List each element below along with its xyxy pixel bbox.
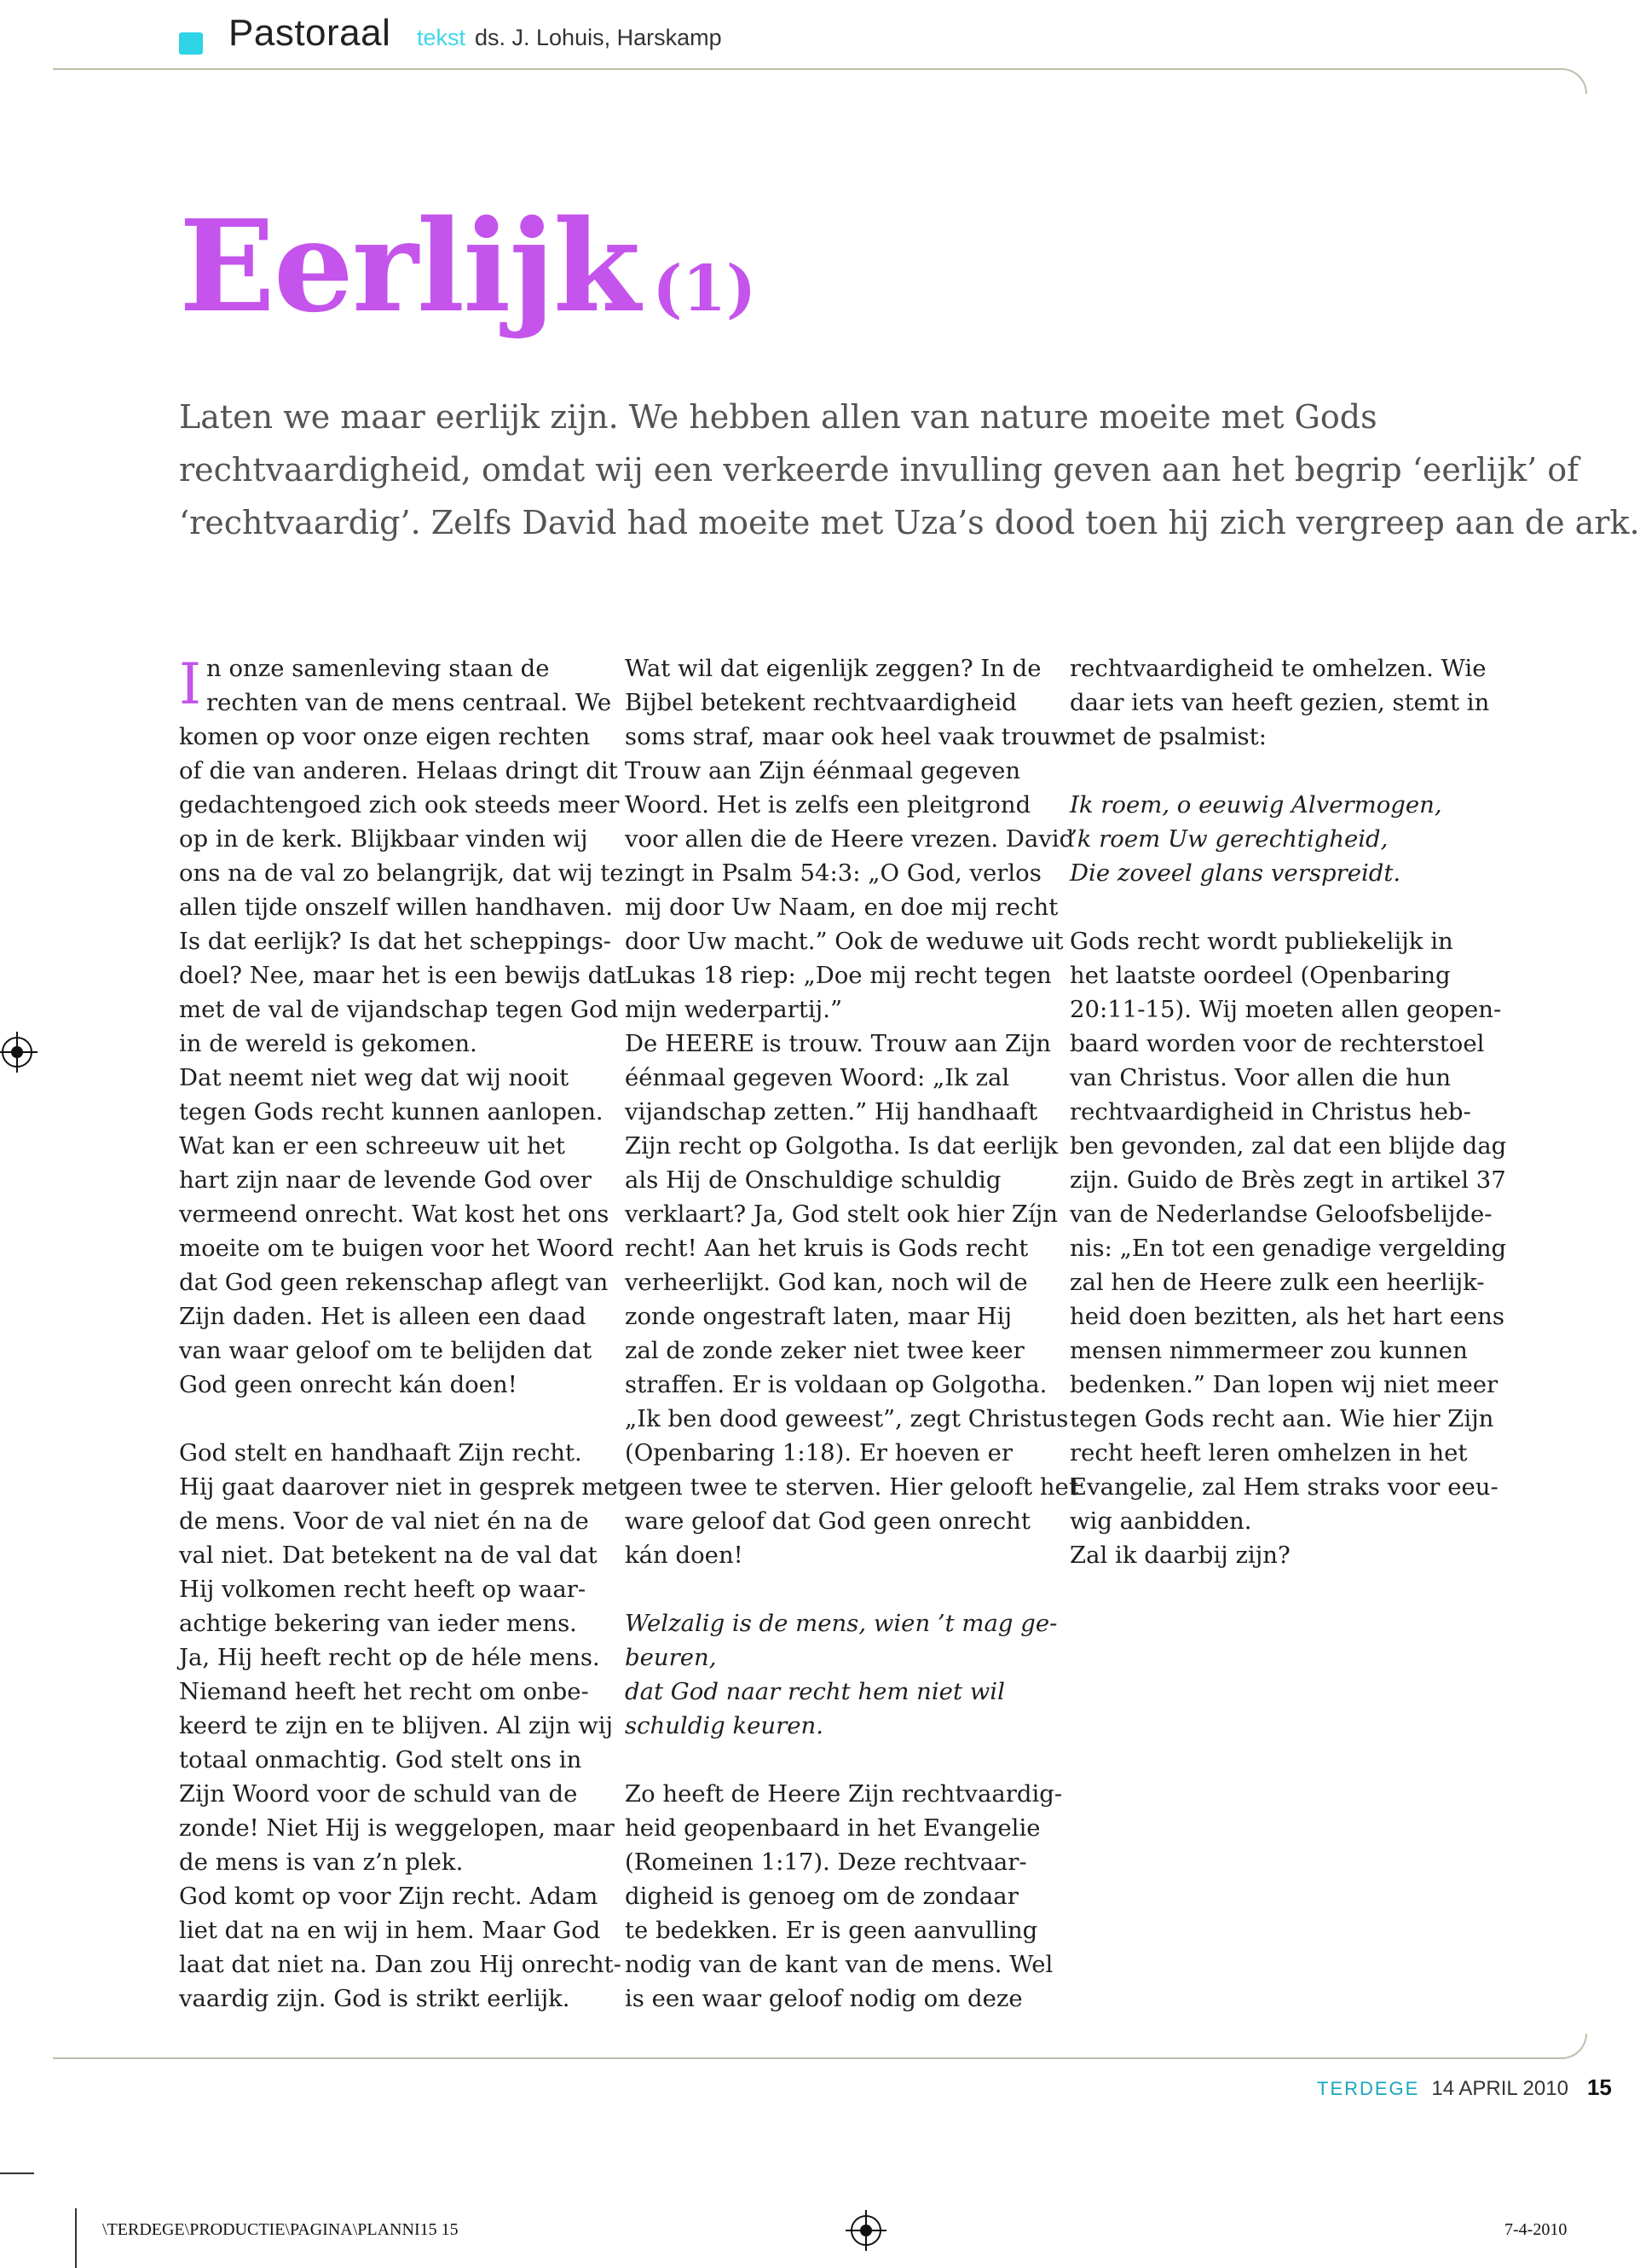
magazine-name: TERDEGE (1317, 2078, 1420, 2099)
body-line: heid geopenbaard in het Evangelie (625, 1814, 1041, 1842)
body-line: tegen Gods recht kunnen aanlopen. (179, 1098, 603, 1125)
body-line: is een waar geloof nodig om deze (625, 1985, 1023, 2012)
body-line: Wat wil dat eigenlijk zeggen? In de (625, 655, 1042, 682)
body-line: hart zijn naar de levende God over (179, 1166, 592, 1194)
psalm-quote-line: Welzalig is de mens, wien ’t mag ge- (625, 1610, 1058, 1637)
body-line: (Openbaring 1:18). Er hoeven er (625, 1439, 1013, 1467)
body-column-1 (179, 651, 627, 2016)
body-line: geen twee te sterven. Hier gelooft het (625, 1473, 1078, 1501)
footer-rule-corner (1519, 2034, 1587, 2059)
body-line: liet dat na en wij in hem. Maar God (179, 1917, 601, 1944)
body-line: vijandschap zetten.” Hij handhaaft (625, 1098, 1038, 1125)
body-line: Trouw aan Zijn éénmaal gegeven (625, 757, 1021, 784)
body-line: te bedekken. Er is geen aanvulling (625, 1917, 1038, 1944)
body-line: vermeend onrecht. Wat kost het ons (179, 1201, 609, 1228)
body-line: Zijn recht op Golgotha. Is dat eerlijk (625, 1132, 1059, 1160)
body-line: zijn. Guido de Brès zegt in artikel 37 (1070, 1166, 1506, 1194)
body-line: of die van anderen. Helaas dringt dit (179, 757, 618, 784)
body-line: zingt in Psalm 54:3: „O God, verlos (625, 859, 1042, 887)
body-line: heid doen bezitten, als het hart eens (1070, 1303, 1504, 1330)
psalm-quote-line: dat God naar recht hem niet wil (625, 1678, 1005, 1705)
body-line: door Uw macht.” Ook de weduwe uit (625, 928, 1064, 955)
body-line: zal de zonde zeker niet twee keer (625, 1337, 1025, 1364)
body-line: achtige bekering van ieder mens. (179, 1610, 577, 1637)
body-line: De HEERE is trouw. Trouw aan Zijn (625, 1030, 1052, 1057)
body-line: baard worden voor de rechterstoel (1070, 1030, 1485, 1057)
lead-line: rechtvaardigheid, omdat wij een verkeerde invulling geven aan het begrip ‘eerlijk’ of (179, 451, 1579, 489)
body-line: komen op voor onze eigen rechten (179, 723, 591, 750)
body-line: val niet. Dat betekent na de val dat (179, 1542, 598, 1569)
body-line: gedachtengoed zich ook steeds meer (179, 791, 620, 819)
body-line: van de Nederlandse Geloofsbelijde- (1070, 1201, 1493, 1228)
body-line: éénmaal gegeven Woord: „Ik zal (625, 1064, 1010, 1091)
body-line: op in de kerk. Blijkbaar vinden wij (179, 825, 588, 853)
body-line: Zijn Woord voor de schuld van de (179, 1780, 578, 1808)
body-line: Zijn daden. Het is alleen een daad (179, 1303, 586, 1330)
registration-mark-icon (851, 2215, 881, 2246)
body-line: nis: „En tot een genadige vergelding (1070, 1235, 1507, 1262)
drop-cap: I (179, 651, 202, 717)
body-line: Hij gaat daarover niet in gesprek met (179, 1473, 627, 1501)
body-line: recht! Aan het kruis is Gods recht (625, 1235, 1029, 1262)
body-line: ware geloof dat God geen onrecht (625, 1507, 1031, 1535)
psalm-quote-line: schuldig keuren. (625, 1712, 823, 1739)
header-rule-corner (1519, 68, 1587, 94)
body-line: van Christus. Voor allen die hun (1070, 1064, 1452, 1091)
body-line: verklaart? Ja, God stelt ook hier Zíjn (625, 1201, 1059, 1228)
body-line: dat God geen rekenschap aflegt van (179, 1269, 609, 1296)
lead-line: ‘rechtvaardig’. Zelfs David had moeite met Uza’s dood toen hij zich vergreep aan de ark. (179, 504, 1640, 541)
page-footer (1317, 2074, 1612, 2101)
body-line: God geen onrecht kán doen! (179, 1371, 517, 1398)
body-line: kán doen! (625, 1542, 743, 1569)
body-line: tegen Gods recht aan. Wie hier Zijn (1070, 1405, 1494, 1432)
body-line: soms straf, maar ook heel vaak trouw. (625, 723, 1077, 750)
body-line: straffen. Er is voldaan op Golgotha. (625, 1371, 1048, 1398)
body-line: de mens is van z’n plek. (179, 1849, 464, 1876)
paragraph-break (1070, 754, 1496, 788)
body-line: de mens. Voor de val niet én na de (179, 1507, 589, 1535)
body-line: zonde! Niet Hij is weggelopen, maar (179, 1814, 615, 1842)
body-line: doel? Nee, maar het is een bewijs dat (179, 962, 627, 989)
body-line: Dat neemt niet weg dat wij nooit (179, 1064, 569, 1091)
body-line: met de psalmist: (1070, 723, 1267, 750)
article-title-main: Eerlijk (179, 192, 639, 340)
crop-mark (75, 2208, 77, 2268)
body-line: recht heeft leren omhelzen in het (1070, 1439, 1468, 1467)
body-line: vaardig zijn. God is strikt eerlijk. (179, 1985, 570, 2012)
paragraph-break (1070, 890, 1496, 924)
author-name: ds. J. Lohuis, Harskamp (475, 25, 722, 50)
body-line: 20:11-15). Wij moeten allen geopen- (1070, 996, 1502, 1023)
psalm-quote-line: ’k roem Uw gerechtigheid, (1070, 825, 1389, 853)
body-line: nodig van de kant van de mens. Wel (625, 1951, 1054, 1978)
body-line: zal hen de Heere zulk een heerlijk- (1070, 1269, 1485, 1296)
body-line: God stelt en handhaaft Zijn recht. (179, 1439, 582, 1467)
psalm-quote-line: beuren, (625, 1644, 717, 1671)
body-line: God komt op voor Zijn recht. Adam (179, 1883, 598, 1910)
body-line: Gods recht wordt publiekelijk in (1070, 928, 1453, 955)
body-line: ben gevonden, zal dat een blijde dag (1070, 1132, 1507, 1160)
body-line: Zo heeft de Heere Zijn rechtvaardig- (625, 1780, 1063, 1808)
body-line: Zal ik daarbij zijn? (1070, 1542, 1291, 1569)
body-line: rechtvaardigheid in Christus heb- (1070, 1098, 1471, 1125)
body-line: digheid is genoeg om de zondaar (625, 1883, 1019, 1910)
body-line: in de wereld is gekomen. (179, 1030, 477, 1057)
paragraph-break (625, 1572, 1051, 1606)
body-line: wig aanbidden. (1070, 1507, 1252, 1535)
print-slug-date: 7-4-2010 (1504, 2220, 1568, 2239)
body-line: Is dat eerlijk? Is dat het scheppings- (179, 928, 611, 955)
body-line: voor allen die de Heere vrezen. David (625, 825, 1075, 853)
body-line: Hij volkomen recht heeft op waar- (179, 1576, 586, 1603)
body-line: moeite om te buigen voor het Woord (179, 1235, 615, 1262)
section-title: Pastoraal (228, 12, 391, 54)
crop-mark (0, 2173, 34, 2174)
footer-rule (53, 2057, 1562, 2059)
section-marker (179, 32, 203, 55)
body-line: keerd te zijn en te blijven. Al zijn wij (179, 1712, 614, 1739)
body-line: „Ik ben dood geweest”, zegt Christus (625, 1405, 1069, 1432)
body-line: Evangelie, zal Hem straks voor eeu- (1070, 1473, 1499, 1501)
body-line: verheerlijkt. God kan, noch wil de (625, 1269, 1028, 1296)
body-line: mijn wederpartij.” (625, 996, 843, 1023)
body-line: n onze samenleving staan de (206, 655, 550, 682)
body-line: ons na de val zo belangrijk, dat wij te (179, 859, 624, 887)
body-line: (Romeinen 1:17). Deze rechtvaar- (625, 1849, 1027, 1876)
page-number: 15 (1586, 2074, 1612, 2100)
body-line: allen tijde onszelf willen handhaven. (179, 894, 614, 921)
body-line: bedenken.” Dan lopen wij niet meer (1070, 1371, 1499, 1398)
body-line: mensen nimmermeer zou kunnen (1070, 1337, 1468, 1364)
psalm-quote-line: Ik roem, o eeuwig Alvermogen, (1070, 791, 1442, 819)
lead-line: Laten we maar eerlijk zijn. We hebben allen van nature moeite met Gods (179, 398, 1377, 436)
registration-mark-icon (2, 1037, 32, 1067)
body-line: Ja, Hij heeft recht op de héle mens. (179, 1644, 600, 1671)
header-rule (53, 68, 1562, 70)
body-line: van waar geloof om te belijden dat (179, 1337, 592, 1364)
body-line: totaal onmachtig. God stelt ons in (179, 1746, 582, 1773)
body-line: laat dat niet na. Dan zou Hij onrecht- (179, 1951, 621, 1978)
body-line: Wat kan er een schreeuw uit het (179, 1132, 565, 1160)
psalm-quote-line: Die zoveel glans verspreidt. (1070, 859, 1401, 887)
body-line: daar iets van heeft gezien, stemt in (1070, 689, 1490, 716)
body-line: zonde ongestraft laten, maar Hij (625, 1303, 1012, 1330)
print-slug-path: \TERDEGE\PRODUCTIE\PAGINA\PLANNI15 15 (102, 2220, 459, 2239)
paragraph-break (625, 1743, 1051, 1777)
body-line: met de val de vijandschap tegen God (179, 996, 619, 1023)
article-title (179, 192, 756, 340)
body-line: Woord. Het is zelfs een pleitgrond (625, 791, 1031, 819)
body-line: Niemand heeft het recht om onbe- (179, 1678, 589, 1705)
paragraph-break (179, 1402, 605, 1436)
body-line: rechten van de mens centraal. We (206, 689, 612, 716)
article-title-number: (1) (652, 252, 756, 326)
body-column-2 (625, 651, 1078, 2016)
body-line: Lukas 18 riep: „Doe mij recht tegen (625, 962, 1052, 989)
body-column-3 (1070, 651, 1507, 1572)
body-line: als Hij de Onschuldige schuldig (625, 1166, 1002, 1194)
article-lead (179, 391, 1640, 549)
author-label: tekst (417, 25, 466, 50)
body-line: Bijbel betekent rechtvaardigheid (625, 689, 1018, 716)
body-line: het laatste oordeel (Openbaring (1070, 962, 1451, 989)
issue-date: 14 APRIL 2010 (1431, 2077, 1568, 2100)
body-line: mij door Uw Naam, en doe mij recht (625, 894, 1059, 921)
body-line: rechtvaardigheid te omhelzen. Wie (1070, 655, 1487, 682)
